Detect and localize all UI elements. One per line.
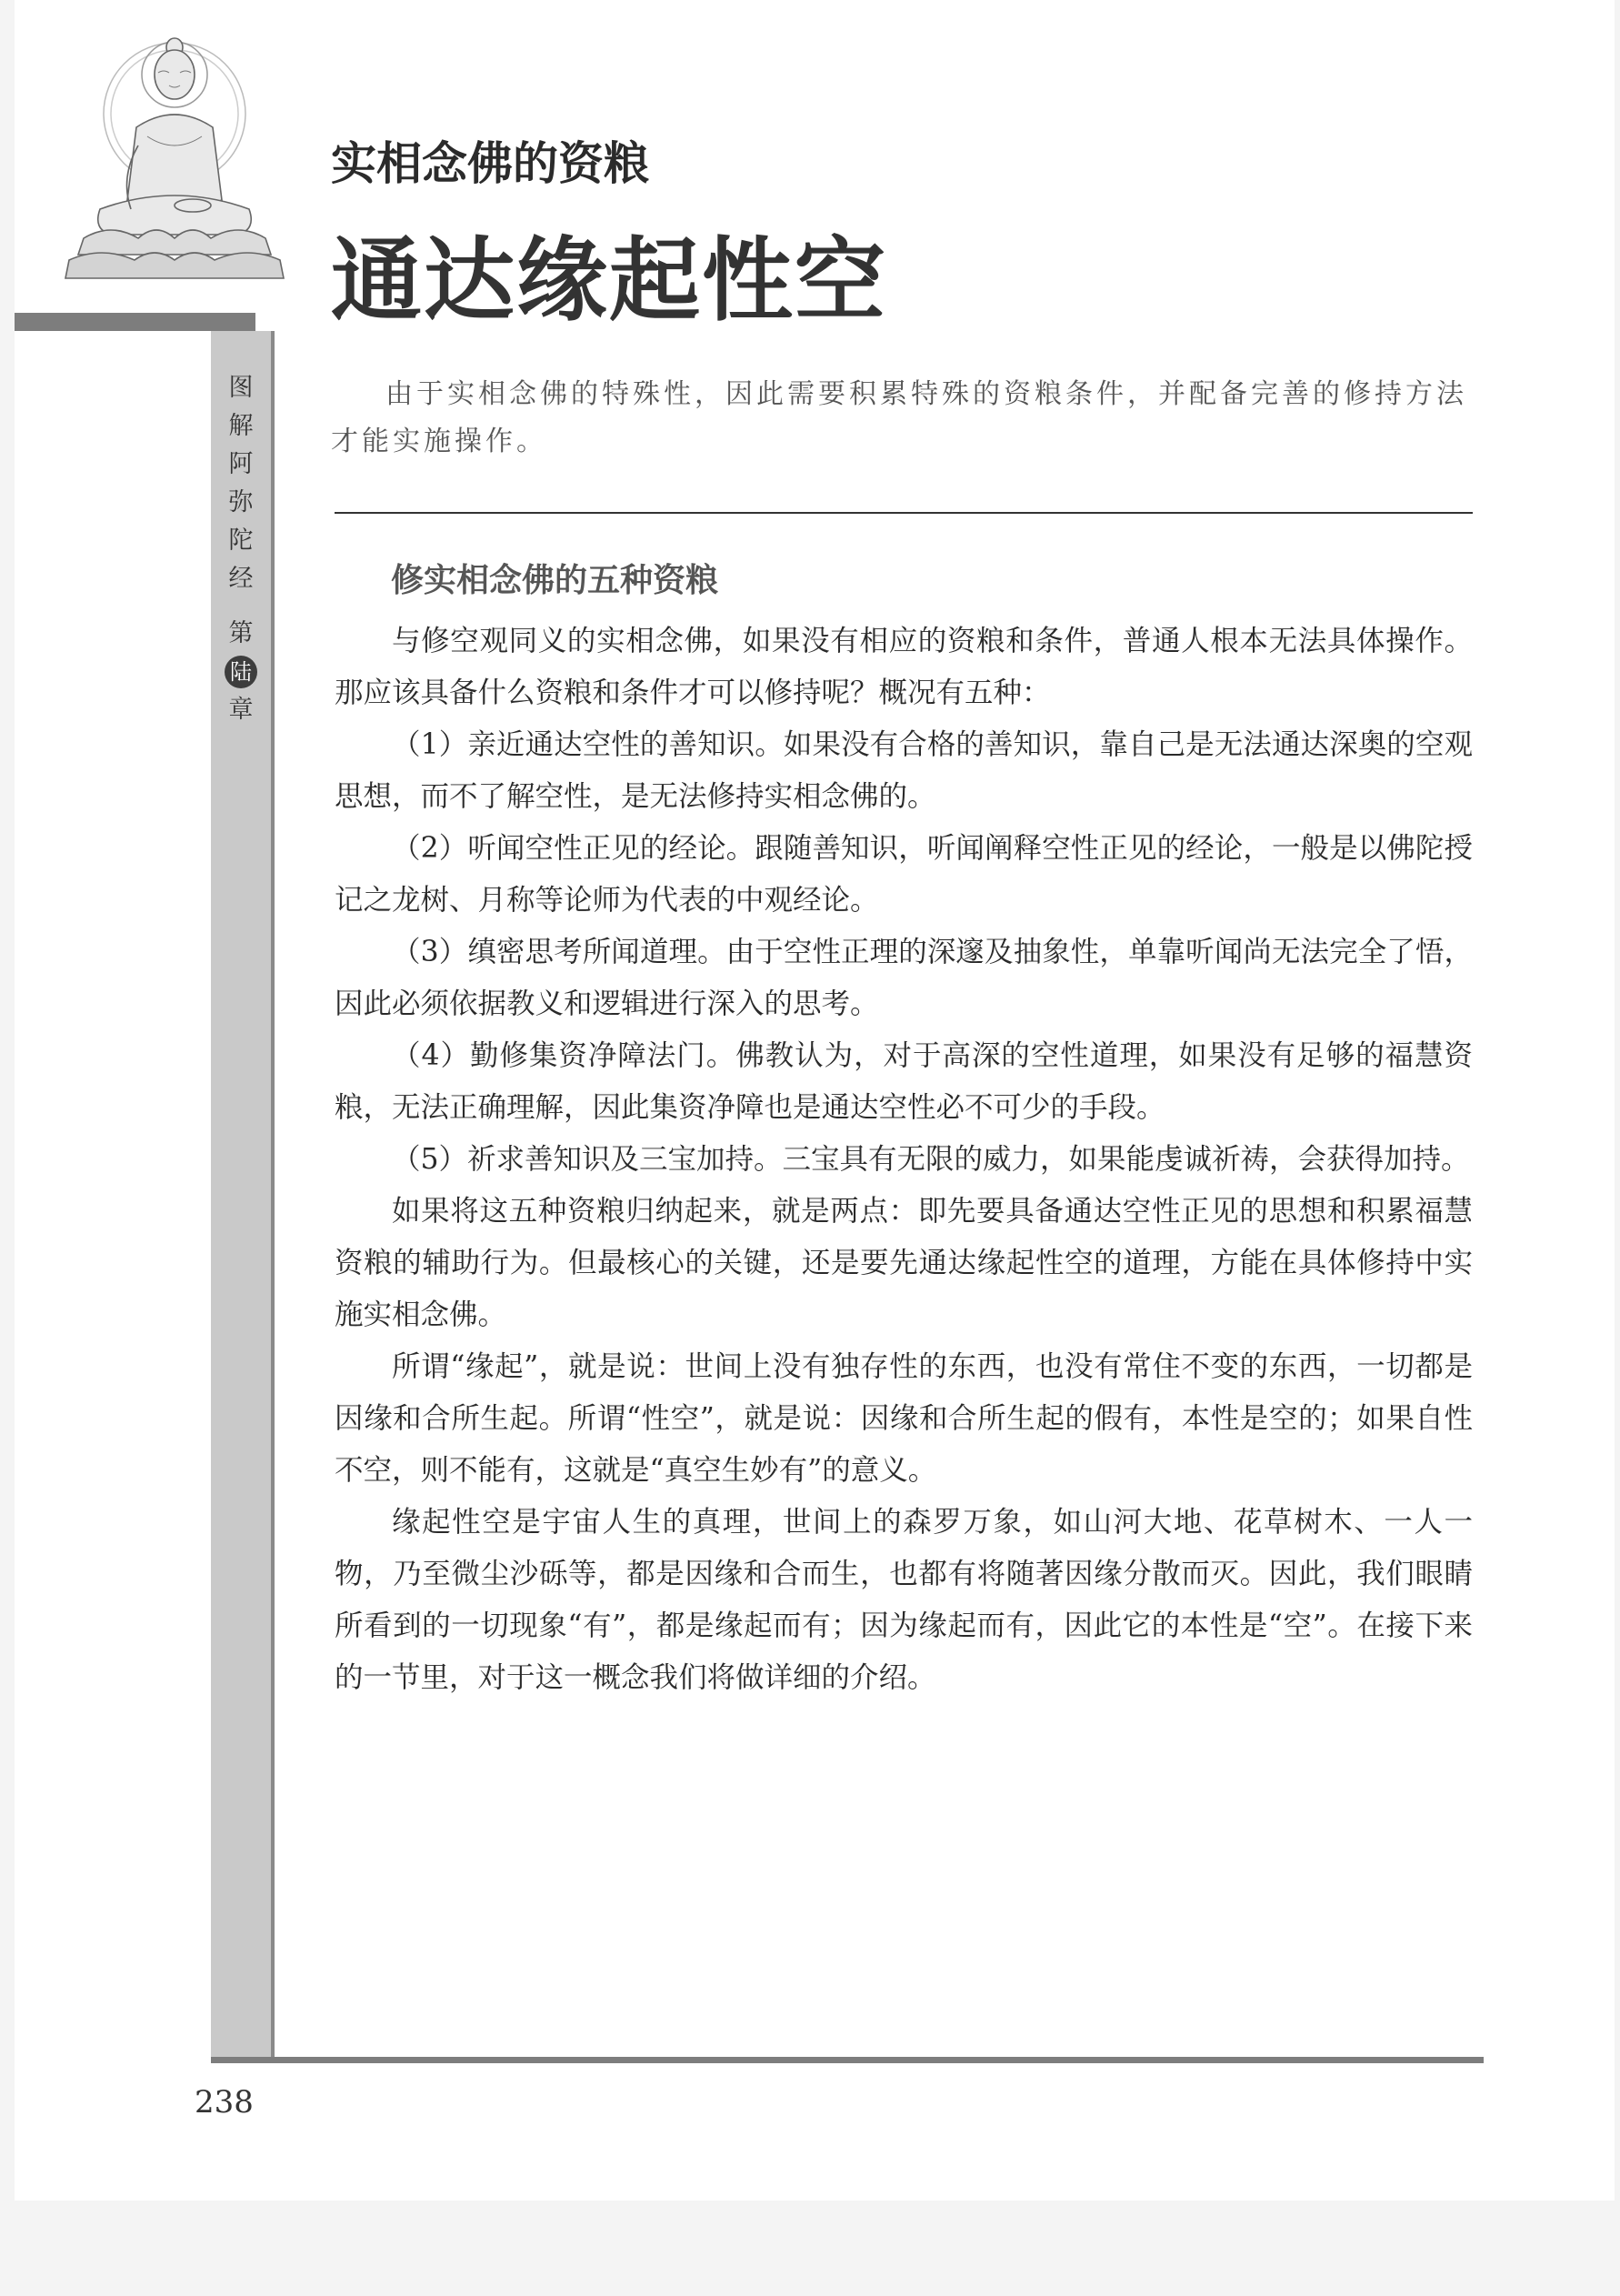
body-text	[335, 616, 1473, 1704]
book-char: 陀	[228, 526, 254, 555]
paragraph: （5）祈求善知识及三宝加持。三宝具有无限的威力，如果能虔诚祈祷，会获得加持。	[392, 1143, 1470, 1176]
sidebar-running-title	[211, 369, 271, 729]
buddha-illustration	[56, 27, 293, 300]
book-char: 解	[228, 412, 254, 440]
page-title: 通达缘起性空	[331, 226, 887, 334]
paragraph: 所谓“缘起”，就是说：世间上没有独存性的东西，也没有常住不变的东西，一切都是因缘和合所生起。所谓“性空”，就是说：因缘和合所生起的假有，本性是空的；如果自性不空，则不能有，这就是“真空生妙有”的意义。	[335, 1350, 1473, 1487]
paragraph: 与修空观同义的实相念佛，如果没有相应的资粮和条件，普通人根本无法具体操作。那应该具备什么资粮和条件才可以修持呢？概况有五种：	[335, 625, 1473, 709]
section-heading: 修实相念佛的五种资粮	[391, 562, 719, 599]
intro-text: 由于实相念佛的特殊性，因此需要积累特殊的资粮条件，并配备完善的修持方法才能实施操作。	[331, 378, 1467, 457]
paragraph: 缘起性空是宇宙人生的真理，世间上的森罗万象，如山河大地、花草树木、一人一物，乃至微尘沙砾等，都是因缘和合而生，也都有将随著因缘分散而灭。因此，我们眼睛所看到的一切现象“有”，都是缘起而有；因为缘起而有，因此它的本性是“空”。在接下来的一节里，对于这一概念我们将做详细的介绍。	[335, 1506, 1473, 1694]
page-number: 238	[195, 2084, 254, 2121]
paragraph: （4）勤修集资净障法门。佛教认为，对于高深的空性道理，如果没有足够的福慧资粮，无法正确理解，因此集资净障也是通达空性必不可少的手段。	[335, 1039, 1473, 1124]
book-char: 阿	[228, 450, 254, 478]
book-char: 图	[228, 374, 254, 402]
paragraph: （3）缜密思考所闻道理。由于空性正理的深邃及抽象性，单靠听闻尚无法完全了悟，因此必须依据教义和逻辑进行深入的思考。	[335, 936, 1473, 1020]
book-char: 经	[228, 565, 254, 593]
header-band	[15, 313, 255, 331]
chapter-number-badge: 陆	[225, 656, 257, 688]
chapter-prefix: 第	[228, 619, 254, 647]
paragraph: （1）亲近通达空性的善知识。如果没有合格的善知识，靠自己是无法通达深奥的空观思想，而不了解空性，是无法修持实相念佛的。	[335, 728, 1473, 813]
chapter-suffix: 章	[228, 696, 254, 724]
divider	[335, 512, 1473, 514]
book-char: 弥	[228, 488, 254, 516]
paragraph: 如果将这五种资粮归纳起来，就是两点：即先要具备通达空性正见的思想和积累福慧资粮的辅助行为。但最核心的关键，还是要先通达缘起性空的道理，方能在具体修持中实施实相念佛。	[335, 1195, 1473, 1331]
page-subtitle: 实相念佛的资粮	[331, 136, 649, 190]
footer-rule	[211, 2057, 1484, 2063]
paragraph: （2）听闻空性正见的经论。跟随善知识，听闻阐释空性正见的经论，一般是以佛陀授记之龙树、月称等论师为代表的中观经论。	[335, 832, 1473, 917]
